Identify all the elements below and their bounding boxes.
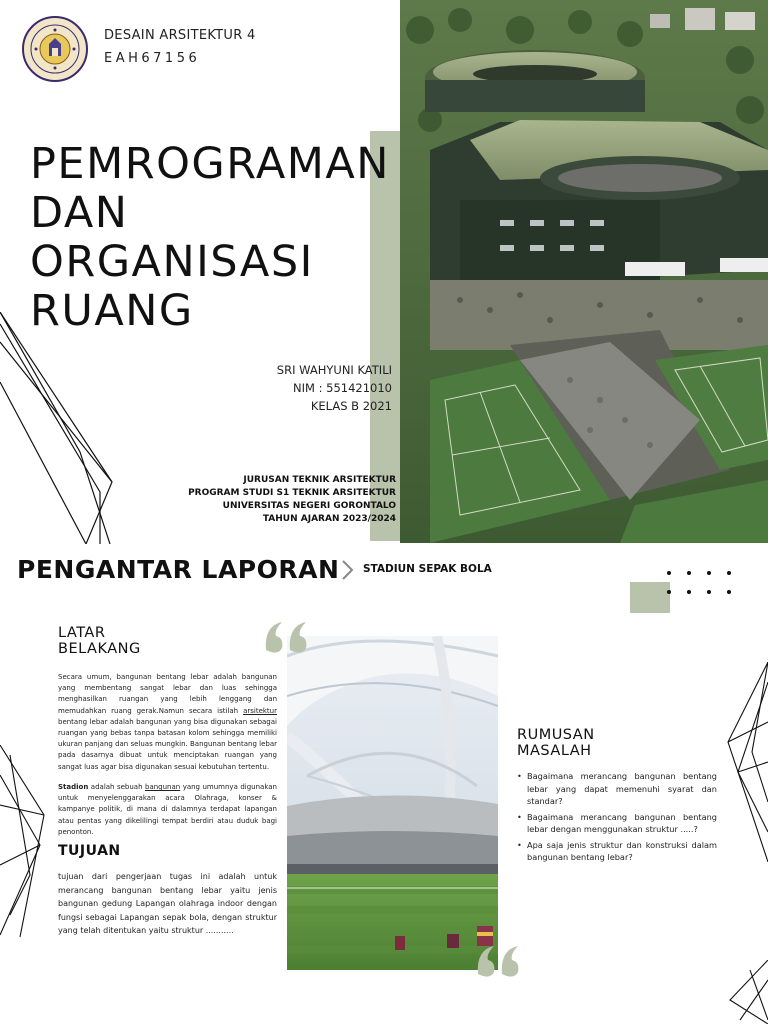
report-title — [30, 140, 420, 336]
bangunan-link[interactable]: bangunan — [145, 783, 181, 791]
arsitektur-link[interactable]: arsitektur — [243, 706, 277, 715]
institution-line: TAHUN AJARAN 2023/2024 — [262, 514, 396, 524]
list-item: • Bagaimana merancang bangunan bentang lebar dengan menggunakan struktur .....? — [517, 811, 717, 836]
list-item: • Bagaimana merancang bangunan bentang lebar yang dapat memenuhi syarat dan standar? — [517, 770, 717, 808]
author-name: SRI WAHYUNI KATILI — [276, 363, 392, 377]
institution-line: PROGRAM STUDI S1 TEKNIK ARSITEKTUR — [188, 488, 396, 498]
institution-line: UNIVERSITAS NEGERI GORONTALO — [222, 501, 396, 511]
latar-belakang-heading — [58, 625, 258, 657]
section-subtitle: STADIUN SEPAK BOLA — [363, 563, 492, 575]
rumusan-masalah-list — [517, 770, 717, 867]
stadium-interior-photo — [287, 636, 498, 970]
course-name: DESAIN ARSITEKTUR 4 — [104, 28, 256, 43]
stadion-paragraph — [58, 782, 277, 838]
quote-mark-icon — [262, 618, 314, 658]
chevron-right-icon — [340, 558, 356, 582]
latar-belakang-paragraph — [58, 672, 277, 773]
list-item: • Apa saja jenis struktur dan konstruksi dalam bangunan bentang lebar? — [517, 839, 717, 864]
geometric-line-ornament — [0, 312, 120, 544]
heading-line: RUMUSAN — [517, 727, 595, 743]
quote-mark-icon — [474, 942, 526, 982]
course-code: EAH67156 — [104, 51, 201, 66]
heading-line: MASALAH — [517, 743, 592, 759]
institution-block — [188, 474, 396, 526]
institution-line: JURUSAN TEKNIK ARSITEKTUR — [243, 475, 396, 485]
tennis-stadium-aerial-photo — [400, 0, 768, 543]
heading-line: BELAKANG — [58, 641, 141, 657]
sage-accent-block — [630, 582, 670, 613]
title-line: RUANG — [30, 286, 194, 336]
tujuan-heading: TUJUAN — [58, 843, 121, 859]
author-class: KELAS B 2021 — [310, 399, 392, 413]
section-title: PENGANTAR LAPORAN — [17, 555, 340, 584]
heading-line: LATAR — [58, 625, 106, 641]
university-seal-icon — [22, 16, 88, 82]
geometric-line-ornament — [0, 745, 48, 937]
author-nim: NIM : 551421010 — [293, 381, 392, 395]
text: yang umumnya digunakan untuk menyelenggarakan acara Olahraga, konser & kampanye politik, di mana di dalamnya terdapat lapangan atau pentas yang dikelilingi tempat berdiri atau duduk bagi penonton. — [58, 783, 277, 836]
stadion-term: Stadion — [58, 783, 89, 791]
title-line: PEMROGRAMAN — [30, 139, 390, 189]
tujuan-paragraph: tujuan dari pengerjaan tugas ini adalah untuk merancang bangunan bentang lebar yaitu jenis bangunan gedung Lapangan olahraga indoor dengan fungsi sebagai Lapangan sepak bola, dengan struktur yang telah ditentukan yaitu struktur ........... — [58, 872, 277, 935]
rumusan-masalah-heading — [517, 727, 717, 759]
dot-grid-ornament — [665, 569, 735, 599]
geometric-line-ornament — [720, 960, 768, 1024]
title-line: DAN — [30, 188, 129, 238]
geometric-line-ornament — [722, 662, 768, 862]
text: Secara umum, bangunan bentang lebar adalah bangunan yang membentang sangat lebar dan luas sehingga menghasilkan ruangan yang lebih lenggang dan memudahkan ruang gerak.Namun secara istilah — [58, 673, 277, 715]
author-block — [277, 361, 392, 415]
text: adalah sebuah — [88, 783, 145, 791]
text: bentang lebar adalah bangunan yang bisa digunakan sebagai ruangan yang bebas tanpa batasan kolom sehingga memiliki ukuran panjang dan seluas mungkin. Bangunan bentang lebar pada dasarnya dibuat untuk menciptakan ruangan yang sangat luas agar bisa digunakan sesuai kebutuhan tertentu. — [58, 717, 277, 771]
title-line: ORGANISASI — [30, 237, 314, 287]
